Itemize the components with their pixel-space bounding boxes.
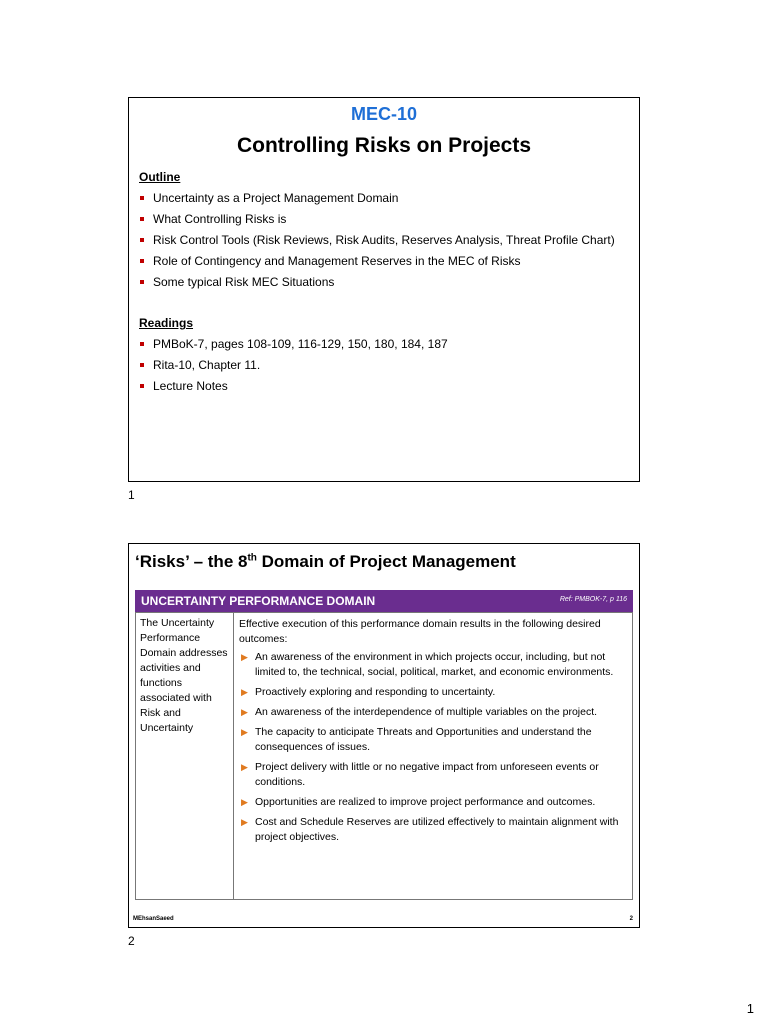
arrow-icon: ▶ [241, 687, 248, 697]
domain-banner [135, 590, 633, 612]
list-item: ▶ An awareness of the environment in which projects occur, including, but not limited to, the technical, social, political, market, and economic environments. [241, 651, 614, 678]
slide-1 [128, 97, 640, 482]
outline-heading: Outline [139, 170, 181, 184]
bullet-icon [140, 280, 144, 284]
outcomes-intro: Effective execution of this performance domain results in the following desired outcomes: [239, 618, 601, 645]
arrow-icon: ▶ [241, 817, 248, 827]
slide-title: Controlling Risks on Projects [236, 134, 532, 157]
list-item: Rita-10, Chapter 11. [139, 357, 619, 373]
list-item: PMBoK-7, pages 108-109, 116-129, 150, 180, 184, 187 [139, 336, 619, 352]
bullet-icon [140, 238, 144, 242]
slide-title: ‘Risks’ – the 8th Domain of Project Management [135, 552, 516, 571]
domain-table [135, 612, 633, 900]
list-item: ▶ Proactively exploring and responding to uncertainty. [241, 686, 496, 698]
bullet-icon [140, 342, 144, 346]
slide-2 [128, 543, 640, 928]
list-item: ▶ Cost and Schedule Reserves are utilized effectively to maintain alignment with project objectives. [241, 816, 619, 843]
list-item: Some typical Risk MEC Situations [139, 274, 619, 290]
footer-author: MEhsanSaeed [133, 916, 174, 922]
list-item: ▶ Opportunities are realized to improve project performance and outcomes. [241, 796, 596, 808]
outline-list [139, 190, 619, 295]
list-item: Risk Control Tools (Risk Reviews, Risk Audits, Reserves Analysis, Threat Profile Chart) [139, 232, 619, 248]
bullet-icon [140, 384, 144, 388]
readings-heading: Readings [139, 316, 194, 330]
bullet-icon [140, 259, 144, 263]
list-item: ▶ Project delivery with little or no negative impact from unforeseen events or conditions. [241, 761, 599, 788]
domain-outcomes [234, 613, 632, 854]
bullet-icon [140, 196, 144, 200]
list-item: ▶ The capacity to anticipate Threats and Opportunities and understand the consequences of issues. [241, 726, 592, 753]
slide-2-label: 2 [128, 934, 135, 948]
arrow-icon: ▶ [241, 797, 248, 807]
list-item: Role of Contingency and Management Reserves in the MEC of Risks [139, 253, 619, 269]
slide-1-label: 1 [128, 488, 135, 502]
outcomes-list [239, 650, 627, 845]
page-number: 1 [746, 1001, 754, 1016]
list-item: Lecture Notes [139, 378, 619, 394]
arrow-icon: ▶ [241, 727, 248, 737]
bullet-icon [140, 363, 144, 367]
arrow-icon: ▶ [241, 652, 248, 662]
readings-list [139, 336, 619, 399]
banner-ref: Ref: PMBOK-7, p 116 [559, 596, 627, 603]
bullet-icon [140, 217, 144, 221]
footer-slide-number: 2 [629, 916, 633, 922]
list-item: Uncertainty as a Project Management Domain [139, 190, 619, 206]
list-item: What Controlling Risks is [139, 211, 619, 227]
domain-description: The Uncertainty Performance Domain addresses activities and functions associated with Risk and Uncertainty [136, 613, 234, 899]
banner-title: UNCERTAINTY PERFORMANCE DOMAIN [141, 594, 376, 608]
arrow-icon: ▶ [241, 762, 248, 772]
course-code: MEC-10 [350, 104, 417, 124]
arrow-icon: ▶ [241, 707, 248, 717]
list-item: ▶ An awareness of the interdependence of multiple variables on the project. [241, 706, 598, 718]
